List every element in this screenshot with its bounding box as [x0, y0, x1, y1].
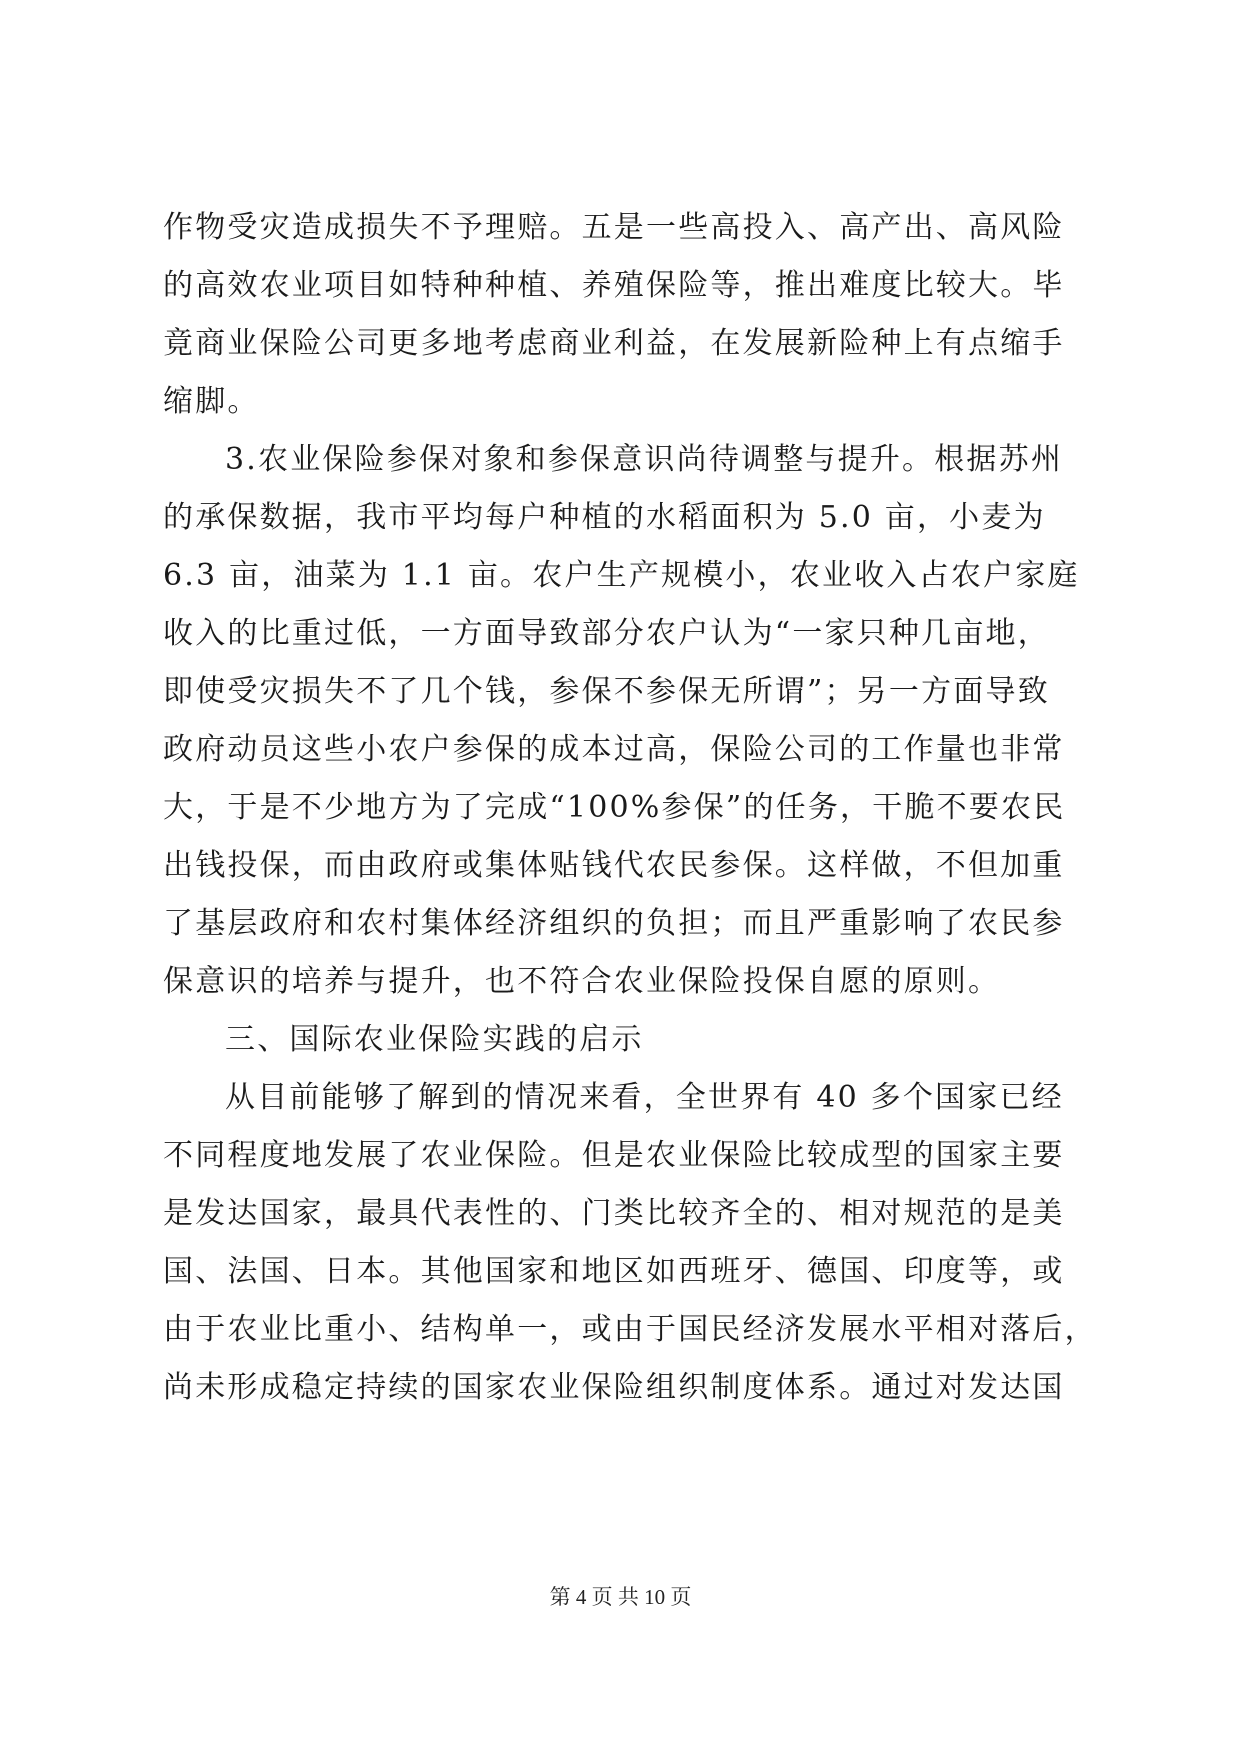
body-text-line: 即使受灾损失不了几个钱，参保不参保无所谓”；另一方面导致 [163, 674, 1050, 709]
body-text-line: 是发达国家，最具代表性的、门类比较齐全的、相对规范的是美 [163, 1196, 1065, 1231]
body-text-line: 作物受灾造成损失不予理赔。五是一些高投入、高产出、高风险 [163, 210, 1065, 245]
body-text-line: 由于农业比重小、结构单一，或由于国民经济发展水平相对落后， [163, 1312, 1097, 1347]
body-text-line: 的高效农业项目如特种种植、养殖保险等，推出难度比较大。毕 [163, 268, 1065, 303]
body-text-line: 保意识的培养与提升，也不符合农业保险投保自愿的原则。 [163, 964, 1001, 999]
body-text-line: 尚未形成稳定持续的国家农业保险组织制度体系。通过对发达国 [163, 1370, 1065, 1405]
body-text-line: 了基层政府和农村集体经济组织的负担；而且严重影响了农民参 [163, 906, 1065, 941]
body-text-line: 竟商业保险公司更多地考虑商业利益，在发展新险种上有点缩手 [163, 326, 1065, 361]
body-text-line: 国、法国、日本。其他国家和地区如西班牙、德国、印度等，或 [163, 1254, 1065, 1289]
body-text-line: 收入的比重过低，一方面导致部分农户认为“一家只种几亩地， [163, 616, 1050, 651]
body-text-line: 从目前能够了解到的情况来看，全世界有 40 多个国家已经 [225, 1080, 1064, 1115]
body-text-line: 的承保数据，我市平均每户种植的水稻面积为 5.0 亩，小麦为 [163, 500, 1046, 535]
body-text-line: 出钱投保，而由政府或集体贴钱代农民参保。这样做，不但加重 [163, 848, 1065, 883]
body-text-line: 不同程度地发展了农业保险。但是农业保险比较成型的国家主要 [163, 1138, 1065, 1173]
body-text-line: 3.农业保险参保对象和参保意识尚待调整与提升。根据苏州 [225, 442, 1064, 477]
section-heading: 三、国际农业保险实践的启示 [225, 1022, 644, 1057]
body-text-line: 6.3 亩，油菜为 1.1 亩。农户生产规模小，农业收入占农户家庭 [163, 558, 1080, 593]
body-text-line: 缩脚。 [163, 384, 260, 419]
body-text-line: 政府动员这些小农户参保的成本过高，保险公司的工作量也非常 [163, 732, 1065, 767]
body-text-line: 大，于是不少地方为了完成“100%参保”的任务，干脆不要农民 [163, 790, 1066, 825]
page-number-footer: 第 4 页 共 10 页 [549, 1585, 692, 1609]
